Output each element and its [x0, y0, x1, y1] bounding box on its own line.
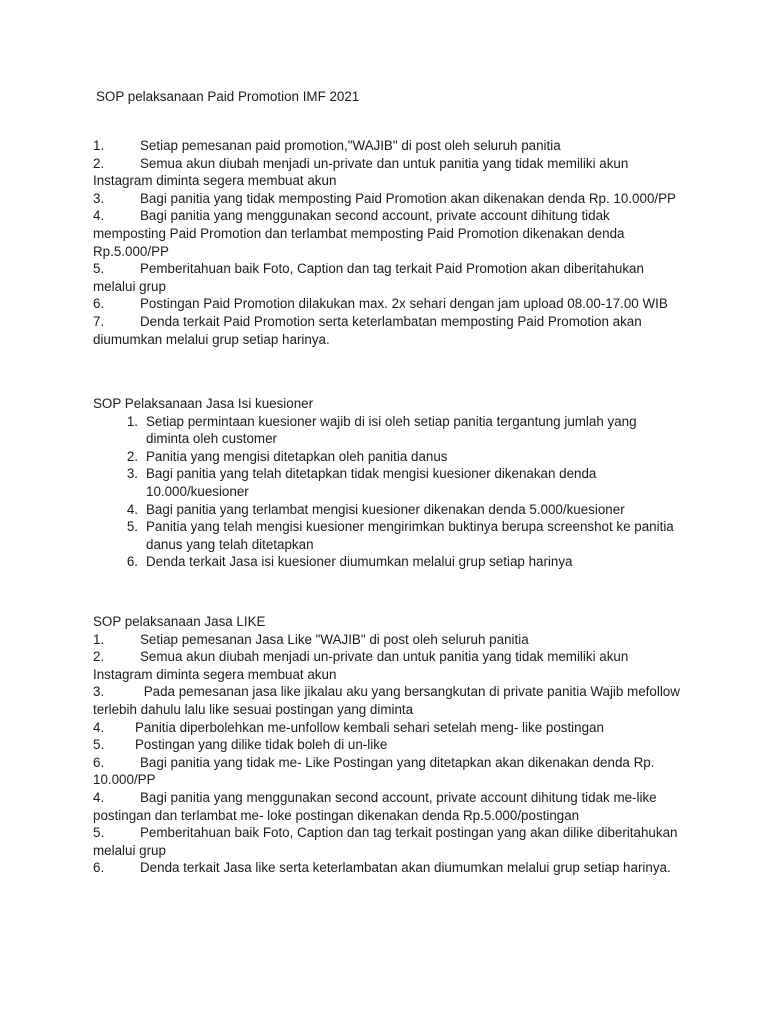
list-item-text: Pada pemesanan jasa like jikalau aku yang bersangkutan di private panitia Wajib mefollow terlebih dahulu lalu like sesuai postingan yang diminta — [93, 684, 680, 717]
list-item-text: Postingan yang dilike tidak boleh di un-like — [135, 737, 388, 753]
list-item: 1. Setiap pemesanan paid promotion,"WAJIB" di post oleh seluruh panitia — [93, 138, 561, 153]
list-item-text: Postingan Paid Promotion dilakukan max. 2x sehari dengan jam upload 08.00-17.00 WIB — [140, 296, 668, 312]
section2-title: SOP Pelaksanaan Jasa Isi kuesioner — [93, 396, 314, 411]
list-item: 3. Bagi panitia yang tidak memposting Paid Promotion akan dikenakan denda Rp. 10.000/PP — [93, 190, 676, 206]
list-item-text: Bagi panitia yang terlambat mengisi kuesioner dikenakan denda 5.000/kuesioner — [146, 501, 625, 517]
list-item: 2. Semua akun diubah menjadi un-private dan untuk panitia yang tidak memiliki akun Instagram diminta segera membuat akun — [93, 155, 629, 189]
list-item-text: Bagi panitia yang tidak me- Like Postingan yang ditetapkan akan dikenakan denda Rp. 10.000/PP — [93, 754, 655, 788]
list-item-text: Panitia yang telah mengisi kuesioner mengirimkan buktinya berupa screenshot ke panitia danus yang telah ditetapkan — [146, 519, 674, 552]
list-item-text: Setiap pemesanan Jasa Like "WAJIB" di post oleh seluruh panitia — [140, 631, 529, 647]
list-item-text: Panitia yang mengisi ditetapkan oleh panitia danus — [146, 448, 448, 464]
list-item: 1. Setiap permintaan kuesioner wajib di isi oleh setiap panitia tergantung jumlah yang diminta oleh customer — [93, 413, 683, 448]
section2 — [93, 395, 683, 571]
list-item: 4. Bagi panitia yang menggunakan second account, private account dihitung tidak me-like postingan dan terlambat me- loke postingan dikenakan denda Rp.5.000/postingan — [93, 789, 657, 823]
list-item: 6. Bagi panitia yang tidak me- Like Postingan yang ditetapkan akan dikenakan denda Rp. 10.000/PP — [93, 754, 655, 788]
list-item-text: Bagi panitia yang tidak memposting Paid Promotion akan dikenakan denda Rp. 10.000/PP — [140, 190, 676, 206]
list-item-text: Semua akun diubah menjadi un-private dan untuk panitia yang tidak memiliki akun Instagram diminta segera membuat akun — [93, 155, 629, 189]
list-item: 6. Denda terkait Jasa like serta keterlambatan akan diumumkan melalui grup setiap harinya. — [93, 860, 671, 876]
list-item: 5. Pemberitahuan baik Foto, Caption dan tag terkait postingan yang akan dilike diberitahukan melalui grup — [93, 825, 678, 858]
list-item: 2. Semua akun diubah menjadi un-private dan untuk panitia yang tidak memiliki akun Instagram diminta segera membuat akun — [93, 649, 629, 682]
list-item-text: Pemberitahuan baik Foto, Caption dan tag terkait postingan yang akan dilike diberitahukan melalui grup — [93, 825, 678, 858]
list-item-text: Setiap permintaan kuesioner wajib di isi oleh setiap panitia tergantung jumlah yang diminta oleh customer — [146, 413, 637, 447]
list-item: 5. Postingan yang dilike tidak boleh di un-like — [93, 737, 388, 753]
list-item: 6. Denda terkait Jasa isi kuesioner diumumkan melalui grup setiap harinya — [93, 553, 683, 571]
list-item: 3. Pada pemesanan jasa like jikalau aku yang bersangkutan di private panitia Wajib mefollow terlebih dahulu lalu like sesuai postingan yang diminta — [93, 684, 680, 717]
list-item-text: Denda terkait Jasa isi kuesioner diumumkan melalui grup setiap harinya — [146, 554, 573, 570]
list-item: 6. Postingan Paid Promotion dilakukan max. 2x sehari dengan jam upload 08.00-17.00 WIB — [93, 296, 668, 312]
list-item-text: Denda terkait Jasa like serta keterlambatan akan diumumkan melalui grup setiap harinya. — [140, 860, 671, 876]
list-item: 5. Pemberitahuan baik Foto, Caption dan tag terkait Paid Promotion akan diberitahukan melalui grup — [93, 261, 644, 294]
list-item-text: Pemberitahuan baik Foto, Caption dan tag terkait Paid Promotion akan diberitahukan melalui grup — [93, 261, 644, 294]
list-item-text: Bagi panitia yang menggunakan second account, private account dihitung tidak memposting Paid Promotion dan terlambat memposting Paid Promotion dikenakan denda Rp.5.000/PP — [93, 208, 625, 259]
list-item: 4. Panitia diperbolehkan me-unfollow kembali sehari setelah meng- like postingan — [93, 719, 604, 735]
list-item-text: Bagi panitia yang telah ditetapkan tidak mengisi kuesioner dikenakan denda 10.000/kuesioner — [146, 466, 597, 499]
list-item: 5. Panitia yang telah mengisi kuesioner mengirimkan buktinya berupa screenshot ke panitia danus yang telah ditetapkan — [93, 518, 683, 553]
list-item: 1. Setiap pemesanan Jasa Like "WAJIB" di post oleh seluruh panitia — [93, 631, 529, 647]
list-item-text: Setiap pemesanan paid promotion,"WAJIB" di post oleh seluruh panitia — [140, 138, 561, 153]
list-item: 2. Panitia yang mengisi ditetapkan oleh panitia danus — [93, 448, 683, 466]
list-item-text: Panitia diperbolehkan me-unfollow kembali sehari setelah meng- like postingan — [135, 719, 604, 735]
section1-title: SOP pelaksanaan Paid Promotion IMF 2021 — [96, 89, 360, 104]
section1-list — [93, 137, 683, 348]
section3 — [93, 613, 683, 877]
section3-title: SOP pelaksanaan Jasa LIKE — [93, 614, 266, 629]
list-item: 7. Denda terkait Paid Promotion serta keterlambatan memposting Paid Promotion akan diumumkan melalui grup setiap harinya. — [93, 313, 642, 347]
list-item-text: Denda terkait Paid Promotion serta keterlambatan memposting Paid Promotion akan diumumkan melalui grup setiap harinya. — [93, 313, 642, 347]
list-item-text: Bagi panitia yang menggunakan second account, private account dihitung tidak me-like postingan dan terlambat me- loke postingan dikenakan denda Rp.5.000/postingan — [93, 789, 657, 823]
list-item: 4. Bagi panitia yang menggunakan second account, private account dihitung tidak memposting Paid Promotion dan terlambat memposting Paid Promotion dikenakan denda Rp.5.000/PP — [93, 208, 625, 259]
list-item: 4. Bagi panitia yang terlambat mengisi kuesioner dikenakan denda 5.000/kuesioner — [93, 501, 683, 519]
list-item: 3. Bagi panitia yang telah ditetapkan tidak mengisi kuesioner dikenakan denda 10.000/kuesioner — [93, 465, 683, 500]
section2-list — [93, 413, 683, 571]
list-item-text: Semua akun diubah menjadi un-private dan untuk panitia yang tidak memiliki akun Instagram diminta segera membuat akun — [93, 649, 629, 682]
